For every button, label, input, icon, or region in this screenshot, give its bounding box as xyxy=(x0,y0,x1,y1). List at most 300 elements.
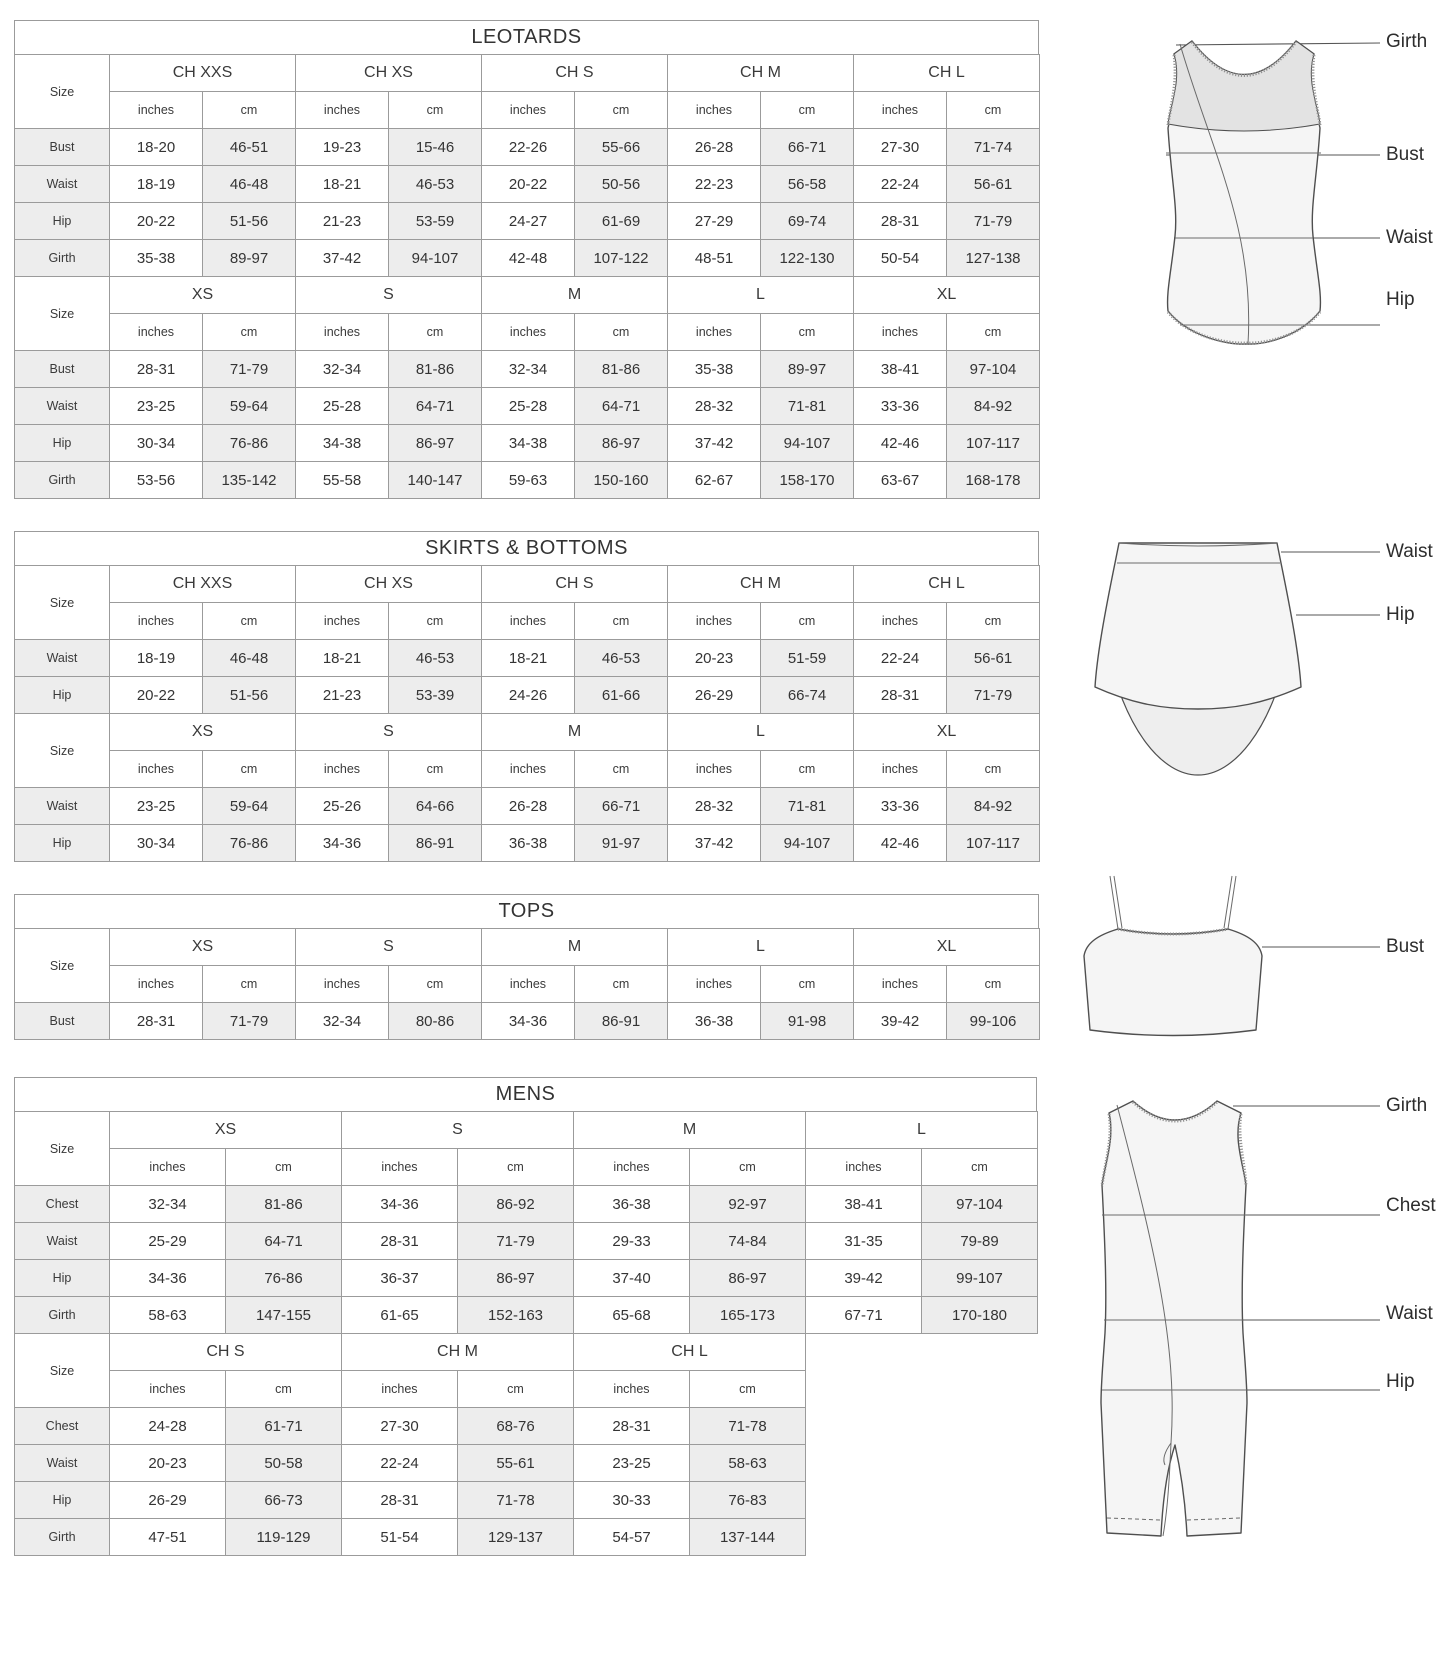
unit-header: inches xyxy=(854,603,947,640)
size-group-header: CH L xyxy=(854,566,1040,603)
unit-header: cm xyxy=(761,603,854,640)
measurement-value: 37-42 xyxy=(296,240,389,277)
measurement-value: 27-30 xyxy=(342,1408,458,1445)
leotard-illustration xyxy=(1150,28,1382,358)
unit-header: inches xyxy=(110,92,203,129)
size-group-header: CH XS xyxy=(296,566,482,603)
measurement-value: 81-86 xyxy=(575,351,668,388)
size-group-header: CH XXS xyxy=(110,55,296,92)
size-header-cell: Size xyxy=(15,929,110,1003)
measurement-value: 58-63 xyxy=(690,1445,806,1482)
measurement-value: 59-63 xyxy=(482,462,575,499)
measurement-label: Hip xyxy=(15,825,110,862)
unit-header: cm xyxy=(575,314,668,351)
unit-header: cm xyxy=(226,1371,342,1408)
measurement-value: 94-107 xyxy=(761,825,854,862)
mens-unitard-illustration xyxy=(1083,1093,1382,1568)
measurement-label: Bust xyxy=(15,1003,110,1040)
unit-header: cm xyxy=(575,751,668,788)
measurement-value: 42-48 xyxy=(482,240,575,277)
measurement-value: 25-29 xyxy=(110,1223,226,1260)
measurement-value: 50-54 xyxy=(854,240,947,277)
measurement-value: 28-31 xyxy=(110,1003,203,1040)
measurement-label: Hip xyxy=(15,425,110,462)
measurement-value: 84-92 xyxy=(947,788,1040,825)
leotard-hip-label: Hip xyxy=(1386,289,1415,310)
measurement-value: 74-84 xyxy=(690,1223,806,1260)
size-group-header: L xyxy=(806,1112,1038,1149)
measurement-value: 28-32 xyxy=(668,388,761,425)
skirts-size-table-section xyxy=(14,565,1040,714)
measurement-value: 92-97 xyxy=(690,1186,806,1223)
measurement-value: 86-97 xyxy=(458,1260,574,1297)
unit-header: inches xyxy=(110,1371,226,1408)
unit-header: cm xyxy=(203,314,296,351)
size-group-header: M xyxy=(482,277,668,314)
measurement-value: 64-71 xyxy=(389,388,482,425)
measurement-value: 56-61 xyxy=(947,166,1040,203)
measurement-value: 34-36 xyxy=(110,1260,226,1297)
tops-table xyxy=(14,928,1040,1040)
measurement-value: 20-23 xyxy=(110,1445,226,1482)
measurement-value: 107-122 xyxy=(575,240,668,277)
measurement-value: 48-51 xyxy=(668,240,761,277)
size-group-header: CH S xyxy=(482,55,668,92)
measurement-value: 127-138 xyxy=(947,240,1040,277)
size-group-header: CH L xyxy=(574,1334,806,1371)
measurement-value: 18-19 xyxy=(110,640,203,677)
measurement-value: 30-34 xyxy=(110,425,203,462)
measurement-value: 46-53 xyxy=(389,640,482,677)
unit-header: inches xyxy=(482,314,575,351)
size-group-header: CH XS xyxy=(296,55,482,92)
measurement-label: Hip xyxy=(15,203,110,240)
measurement-value: 86-92 xyxy=(458,1186,574,1223)
measurement-value: 36-38 xyxy=(574,1186,690,1223)
leotards-size-table-section xyxy=(14,276,1040,499)
unit-header: inches xyxy=(574,1371,690,1408)
unit-header: inches xyxy=(482,603,575,640)
unit-header: cm xyxy=(690,1371,806,1408)
unit-header: cm xyxy=(947,751,1040,788)
measurement-value: 71-79 xyxy=(947,203,1040,240)
measurement-label: Waist xyxy=(15,640,110,677)
measurement-value: 18-21 xyxy=(296,640,389,677)
measurement-value: 32-34 xyxy=(296,351,389,388)
unit-header: inches xyxy=(296,751,389,788)
measurement-value: 34-38 xyxy=(482,425,575,462)
measurement-value: 71-78 xyxy=(690,1408,806,1445)
unit-header: cm xyxy=(575,92,668,129)
measurement-value: 158-170 xyxy=(761,462,854,499)
unit-header: cm xyxy=(203,603,296,640)
unit-header: inches xyxy=(482,751,575,788)
size-group-header: XL xyxy=(854,929,1040,966)
measurement-value: 24-26 xyxy=(482,677,575,714)
measurement-value: 59-64 xyxy=(203,388,296,425)
measurement-label: Chest xyxy=(15,1186,110,1223)
measurement-value: 22-26 xyxy=(482,129,575,166)
unit-header: cm xyxy=(761,314,854,351)
unit-header: inches xyxy=(110,966,203,1003)
measurement-value: 35-38 xyxy=(668,351,761,388)
unit-header: inches xyxy=(854,314,947,351)
tops-title: TOPS xyxy=(14,894,1039,929)
size-group-header: S xyxy=(296,277,482,314)
measurement-value: 64-66 xyxy=(389,788,482,825)
measurement-value: 20-22 xyxy=(110,203,203,240)
measurement-label: Bust xyxy=(15,351,110,388)
unit-header: cm xyxy=(458,1149,574,1186)
measurement-value: 71-81 xyxy=(761,788,854,825)
measurement-value: 165-173 xyxy=(690,1297,806,1334)
measurement-value: 79-89 xyxy=(922,1223,1038,1260)
unit-header: cm xyxy=(947,966,1040,1003)
measurement-value: 170-180 xyxy=(922,1297,1038,1334)
size-group-header: XL xyxy=(854,277,1040,314)
measurement-value: 54-57 xyxy=(574,1519,690,1556)
measurement-value: 94-107 xyxy=(761,425,854,462)
measurement-value: 71-74 xyxy=(947,129,1040,166)
unit-header: cm xyxy=(389,603,482,640)
measurement-value: 46-53 xyxy=(389,166,482,203)
measurement-value: 84-92 xyxy=(947,388,1040,425)
measurement-label: Waist xyxy=(15,1223,110,1260)
unit-header: inches xyxy=(296,314,389,351)
measurement-value: 37-42 xyxy=(668,425,761,462)
skirts-size-table-section xyxy=(14,713,1040,862)
measurement-value: 28-31 xyxy=(342,1482,458,1519)
measurement-value: 55-66 xyxy=(575,129,668,166)
unit-header: inches xyxy=(342,1149,458,1186)
measurement-value: 53-39 xyxy=(389,677,482,714)
leotards-size-table-section xyxy=(14,54,1040,277)
measurement-value: 58-63 xyxy=(110,1297,226,1334)
measurement-value: 30-33 xyxy=(574,1482,690,1519)
measurement-value: 46-51 xyxy=(203,129,296,166)
size-header-cell: Size xyxy=(15,1112,110,1186)
measurement-value: 147-155 xyxy=(226,1297,342,1334)
measurement-value: 25-28 xyxy=(482,388,575,425)
unit-header: inches xyxy=(668,603,761,640)
measurement-value: 28-31 xyxy=(342,1223,458,1260)
measurement-value: 71-79 xyxy=(203,1003,296,1040)
top-illustration xyxy=(1078,872,1382,1042)
mens-size-table-section xyxy=(14,1333,806,1556)
measurement-value: 47-51 xyxy=(110,1519,226,1556)
measurement-label: Hip xyxy=(15,677,110,714)
measurement-value: 66-74 xyxy=(761,677,854,714)
measurement-value: 150-160 xyxy=(575,462,668,499)
measurement-value: 53-56 xyxy=(110,462,203,499)
skirt-hip-label: Hip xyxy=(1386,604,1415,625)
measurement-value: 89-97 xyxy=(761,351,854,388)
measurement-value: 168-178 xyxy=(947,462,1040,499)
measurement-value: 22-24 xyxy=(342,1445,458,1482)
skirts-bottoms-table xyxy=(14,565,1040,862)
mens-waist-label: Waist xyxy=(1386,1303,1433,1324)
measurement-value: 86-97 xyxy=(389,425,482,462)
leotard-waist-label: Waist xyxy=(1386,227,1433,248)
size-group-header: XL xyxy=(854,714,1040,751)
unit-header: inches xyxy=(668,92,761,129)
measurement-value: 86-91 xyxy=(389,825,482,862)
unit-header: inches xyxy=(482,966,575,1003)
measurement-value: 36-38 xyxy=(482,825,575,862)
measurement-value: 66-71 xyxy=(575,788,668,825)
measurement-value: 38-41 xyxy=(806,1186,922,1223)
size-header-cell: Size xyxy=(15,714,110,788)
size-group-header: CH M xyxy=(668,55,854,92)
measurement-value: 26-28 xyxy=(482,788,575,825)
measurement-value: 76-86 xyxy=(203,425,296,462)
measurement-value: 56-61 xyxy=(947,640,1040,677)
size-group-header: CH XXS xyxy=(110,566,296,603)
measurement-label: Hip xyxy=(15,1260,110,1297)
measurement-value: 31-35 xyxy=(806,1223,922,1260)
measurement-value: 28-31 xyxy=(574,1408,690,1445)
size-group-header: XS xyxy=(110,277,296,314)
size-group-header: CH L xyxy=(854,55,1040,92)
measurement-value: 51-54 xyxy=(342,1519,458,1556)
measurement-value: 32-34 xyxy=(482,351,575,388)
size-group-header: S xyxy=(296,714,482,751)
measurement-value: 71-78 xyxy=(458,1482,574,1519)
unit-header: inches xyxy=(110,603,203,640)
measurement-value: 107-117 xyxy=(947,825,1040,862)
mens-chest-label: Chest xyxy=(1386,1195,1436,1216)
measurement-value: 65-68 xyxy=(574,1297,690,1334)
measurement-value: 51-59 xyxy=(761,640,854,677)
measurement-value: 37-42 xyxy=(668,825,761,862)
size-header-cell: Size xyxy=(15,55,110,129)
measurement-value: 76-83 xyxy=(690,1482,806,1519)
measurement-value: 34-36 xyxy=(342,1186,458,1223)
size-group-header: CH S xyxy=(482,566,668,603)
measurement-value: 66-73 xyxy=(226,1482,342,1519)
measurement-label: Chest xyxy=(15,1408,110,1445)
size-header-cell: Size xyxy=(15,277,110,351)
unit-header: cm xyxy=(203,751,296,788)
measurement-value: 59-64 xyxy=(203,788,296,825)
measurement-value: 30-34 xyxy=(110,825,203,862)
measurement-value: 34-38 xyxy=(296,425,389,462)
measurement-value: 66-71 xyxy=(761,129,854,166)
measurement-value: 94-107 xyxy=(389,240,482,277)
mens-table xyxy=(14,1111,1040,1556)
unit-header: cm xyxy=(203,966,296,1003)
unit-header: inches xyxy=(296,966,389,1003)
measurement-label: Waist xyxy=(15,166,110,203)
measurement-value: 81-86 xyxy=(389,351,482,388)
measurement-value: 129-137 xyxy=(458,1519,574,1556)
measurement-value: 15-46 xyxy=(389,129,482,166)
measurement-label: Girth xyxy=(15,1297,110,1334)
measurement-label: Waist xyxy=(15,788,110,825)
measurement-value: 97-104 xyxy=(922,1186,1038,1223)
unit-header: inches xyxy=(110,314,203,351)
measurement-value: 24-27 xyxy=(482,203,575,240)
unit-header: cm xyxy=(761,966,854,1003)
unit-header: inches xyxy=(110,751,203,788)
unit-header: cm xyxy=(226,1149,342,1186)
size-group-header: M xyxy=(574,1112,806,1149)
measurement-value: 18-20 xyxy=(110,129,203,166)
measurement-value: 55-61 xyxy=(458,1445,574,1482)
unit-header: inches xyxy=(854,966,947,1003)
measurement-value: 28-32 xyxy=(668,788,761,825)
measurement-label: Waist xyxy=(15,1445,110,1482)
size-group-header: S xyxy=(342,1112,574,1149)
measurement-value: 68-76 xyxy=(458,1408,574,1445)
measurement-value: 26-28 xyxy=(668,129,761,166)
measurement-label: Girth xyxy=(15,462,110,499)
unit-header: inches xyxy=(574,1149,690,1186)
unit-header: inches xyxy=(342,1371,458,1408)
measurement-label: Waist xyxy=(15,388,110,425)
measurement-value: 81-86 xyxy=(226,1186,342,1223)
measurement-value: 50-58 xyxy=(226,1445,342,1482)
measurement-value: 21-23 xyxy=(296,677,389,714)
measurement-value: 23-25 xyxy=(110,788,203,825)
measurement-value: 63-67 xyxy=(854,462,947,499)
size-group-header: L xyxy=(668,714,854,751)
skirt-illustration xyxy=(1093,537,1382,782)
measurement-value: 42-46 xyxy=(854,425,947,462)
measurement-value: 71-79 xyxy=(458,1223,574,1260)
unit-header: inches xyxy=(668,966,761,1003)
measurement-value: 55-58 xyxy=(296,462,389,499)
mens-girth-label: Girth xyxy=(1386,1095,1428,1116)
unit-header: inches xyxy=(296,92,389,129)
measurement-value: 64-71 xyxy=(575,388,668,425)
unit-header: inches xyxy=(296,603,389,640)
measurement-value: 107-117 xyxy=(947,425,1040,462)
measurement-value: 91-98 xyxy=(761,1003,854,1040)
size-group-header: M xyxy=(482,714,668,751)
measurement-value: 80-86 xyxy=(389,1003,482,1040)
measurement-value: 26-29 xyxy=(110,1482,226,1519)
measurement-label: Hip xyxy=(15,1482,110,1519)
measurement-value: 140-147 xyxy=(389,462,482,499)
skirts-bottoms-title: SKIRTS & BOTTOMS xyxy=(14,531,1039,566)
size-group-header: CH M xyxy=(668,566,854,603)
measurement-value: 89-97 xyxy=(203,240,296,277)
measurement-value: 61-69 xyxy=(575,203,668,240)
measurement-value: 20-22 xyxy=(482,166,575,203)
unit-header: cm xyxy=(947,603,1040,640)
measurement-value: 86-91 xyxy=(575,1003,668,1040)
leotards-chart xyxy=(14,20,1040,499)
measurement-value: 35-38 xyxy=(110,240,203,277)
unit-header: cm xyxy=(389,314,482,351)
unit-header: cm xyxy=(389,92,482,129)
size-charts xyxy=(14,20,1040,1588)
skirts-bottoms-chart xyxy=(14,531,1040,862)
measurement-value: 71-81 xyxy=(761,388,854,425)
measurement-value: 28-31 xyxy=(110,351,203,388)
measurement-value: 18-21 xyxy=(482,640,575,677)
measurement-value: 46-48 xyxy=(203,640,296,677)
measurement-value: 86-97 xyxy=(575,425,668,462)
measurement-value: 20-23 xyxy=(668,640,761,677)
measurement-value: 99-107 xyxy=(922,1260,1038,1297)
measurement-value: 27-30 xyxy=(854,129,947,166)
measurement-value: 137-144 xyxy=(690,1519,806,1556)
measurement-value: 51-56 xyxy=(203,203,296,240)
measurement-value: 20-22 xyxy=(110,677,203,714)
measurement-value: 22-24 xyxy=(854,166,947,203)
unit-header: cm xyxy=(575,603,668,640)
measurement-value: 33-36 xyxy=(854,788,947,825)
measurement-value: 61-71 xyxy=(226,1408,342,1445)
measurement-value: 135-142 xyxy=(203,462,296,499)
measurement-value: 19-23 xyxy=(296,129,389,166)
size-group-header: CH S xyxy=(110,1334,342,1371)
measurement-value: 67-71 xyxy=(806,1297,922,1334)
unit-header: cm xyxy=(947,314,1040,351)
measurement-value: 36-37 xyxy=(342,1260,458,1297)
measurement-value: 62-67 xyxy=(668,462,761,499)
measurement-value: 32-34 xyxy=(296,1003,389,1040)
top-bust-label: Bust xyxy=(1386,936,1425,957)
measurement-value: 152-163 xyxy=(458,1297,574,1334)
measurement-value: 18-19 xyxy=(110,166,203,203)
measurement-value: 28-31 xyxy=(854,677,947,714)
measurement-value: 119-129 xyxy=(226,1519,342,1556)
measurement-value: 64-71 xyxy=(226,1223,342,1260)
measurement-value: 37-40 xyxy=(574,1260,690,1297)
unit-header: cm xyxy=(203,92,296,129)
measurement-value: 61-65 xyxy=(342,1297,458,1334)
size-group-header: L xyxy=(668,277,854,314)
measurement-value: 42-46 xyxy=(854,825,947,862)
measurement-value: 25-28 xyxy=(296,388,389,425)
measurement-value: 25-26 xyxy=(296,788,389,825)
measurement-value: 86-97 xyxy=(690,1260,806,1297)
unit-header: inches xyxy=(668,751,761,788)
measurement-value: 76-86 xyxy=(226,1260,342,1297)
measurement-value: 97-104 xyxy=(947,351,1040,388)
measurement-value: 28-31 xyxy=(854,203,947,240)
measurement-value: 99-106 xyxy=(947,1003,1040,1040)
measurement-value: 71-79 xyxy=(203,351,296,388)
unit-header: cm xyxy=(761,92,854,129)
unit-header: cm xyxy=(575,966,668,1003)
measurement-label: Girth xyxy=(15,1519,110,1556)
size-group-header: S xyxy=(296,929,482,966)
mens-size-table-section xyxy=(14,1111,1038,1334)
unit-header: cm xyxy=(389,751,482,788)
measurement-value: 23-25 xyxy=(574,1445,690,1482)
size-group-header: L xyxy=(668,929,854,966)
mens-hip-label: Hip xyxy=(1386,1371,1415,1392)
unit-header: cm xyxy=(761,751,854,788)
size-header-cell: Size xyxy=(15,1334,110,1408)
tops-chart xyxy=(14,894,1040,1040)
measurement-value: 32-34 xyxy=(110,1186,226,1223)
tops-size-table-section xyxy=(14,928,1040,1040)
mens-chart xyxy=(14,1077,1040,1556)
mens-title: MENS xyxy=(14,1077,1037,1112)
measurement-value: 46-48 xyxy=(203,166,296,203)
unit-header: inches xyxy=(482,92,575,129)
measurement-value: 51-56 xyxy=(203,677,296,714)
measurement-value: 36-38 xyxy=(668,1003,761,1040)
measurement-value: 76-86 xyxy=(203,825,296,862)
measurement-value: 21-23 xyxy=(296,203,389,240)
measurement-value: 39-42 xyxy=(806,1260,922,1297)
